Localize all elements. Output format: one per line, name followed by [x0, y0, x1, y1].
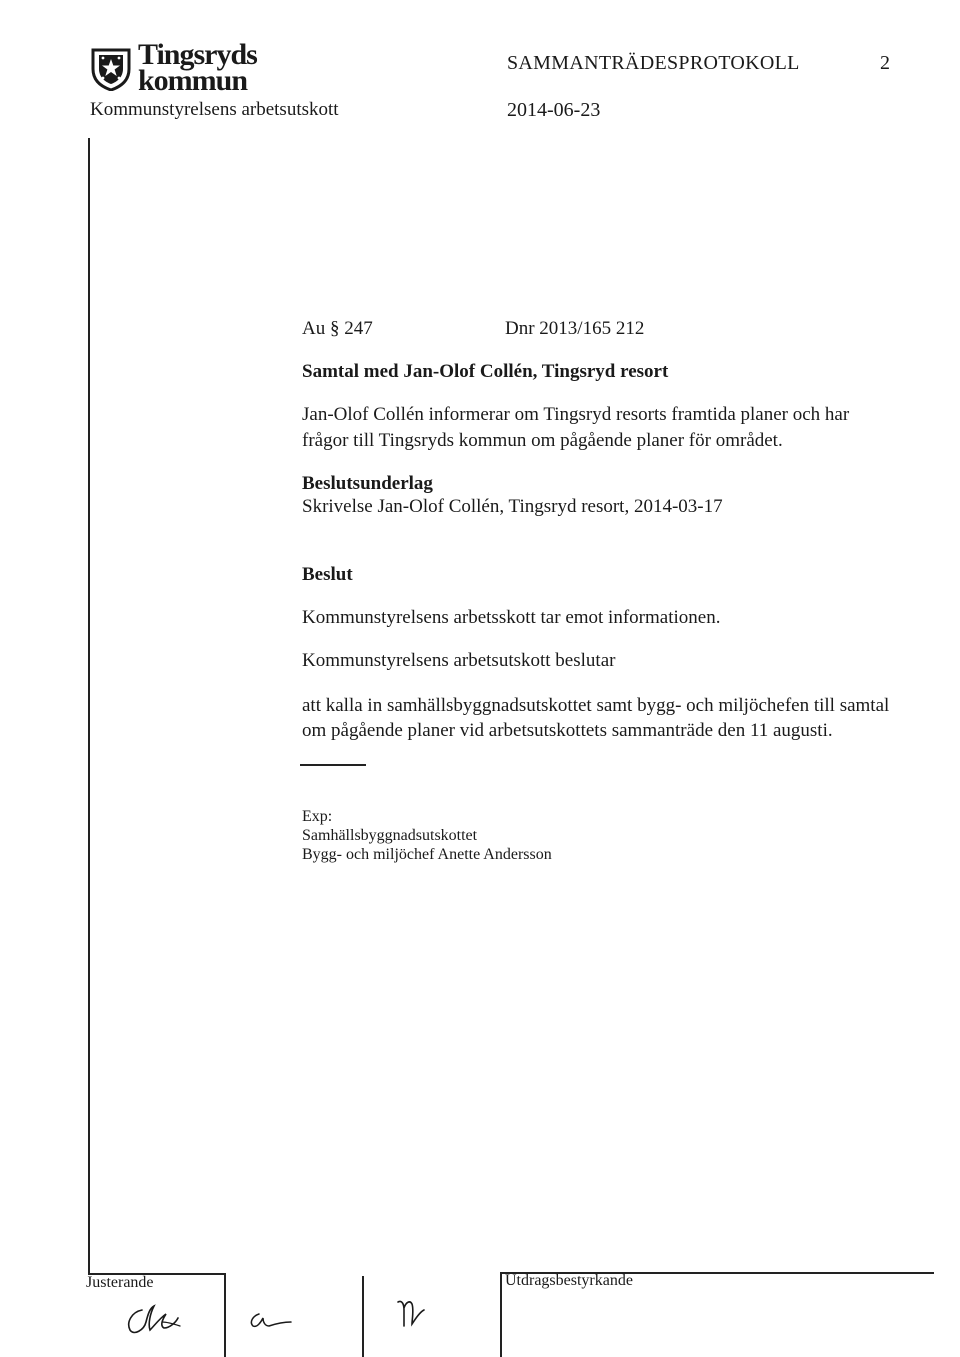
- paragraph-reference: Au § 247: [302, 318, 373, 339]
- left-margin-rule: [88, 138, 90, 1273]
- case-title: Samtal med Jan-Olof Collén, Tingsryd resort: [302, 361, 669, 382]
- decision-text-line2: Kommunstyrelsens arbetsutskott beslutar: [302, 650, 616, 671]
- dispatch-recipient: Samhällsbyggnadsutskottet: [302, 827, 478, 844]
- page-number: 2: [880, 52, 890, 74]
- committee-name: Kommunstyrelsens arbetsutskott: [90, 99, 339, 120]
- footer-column-divider: [362, 1276, 364, 1357]
- meeting-date: 2014-06-23: [507, 99, 601, 121]
- adjusters-label: Justerande: [86, 1274, 154, 1291]
- logo-text-line1: Tingsryds: [138, 38, 257, 71]
- basis-text: Skrivelse Jan-Olof Collén, Tingsryd resort, 2014-03-17: [302, 496, 723, 517]
- decision-text-line3: att kalla in samhällsbyggnadsutskottet samt bygg- och miljöchefen till samtal: [302, 695, 890, 716]
- intro-text-line1: Jan-Olof Collén informerar om Tingsryd resorts framtida planer och har: [302, 404, 850, 425]
- section-divider: [300, 764, 366, 766]
- dispatch-label: Exp:: [302, 808, 333, 825]
- footer-column-divider: [500, 1272, 502, 1357]
- decision-heading: Beslut: [302, 564, 353, 585]
- handwritten-initials-signature: [120, 1300, 190, 1345]
- logo-text-line2: kommun: [138, 64, 248, 97]
- extract-certification-label: Utdragsbestyrkande: [505, 1272, 633, 1289]
- basis-heading: Beslutsunderlag: [302, 473, 433, 494]
- document-type: SAMMANTRÄDESPROTOKOLL: [507, 52, 800, 74]
- dispatch-recipient: Bygg- och miljöchef Anette Andersson: [302, 846, 552, 863]
- decision-text-line1: Kommunstyrelsens arbetsskott tar emot informationen.: [302, 607, 721, 628]
- intro-text-line2: frågor till Tingsryds kommun om pågående planer för området.: [302, 430, 783, 451]
- footer-column-divider: [224, 1273, 226, 1357]
- decision-text-line4: om pågående planer vid arbetsutskottets sammanträde den 11 augusti.: [302, 720, 833, 741]
- municipal-crest-logo: [90, 47, 132, 91]
- diary-number: Dnr 2013/165 212: [505, 318, 645, 339]
- handwritten-initials-signature: [392, 1292, 432, 1337]
- handwritten-initials-signature: [245, 1308, 295, 1337]
